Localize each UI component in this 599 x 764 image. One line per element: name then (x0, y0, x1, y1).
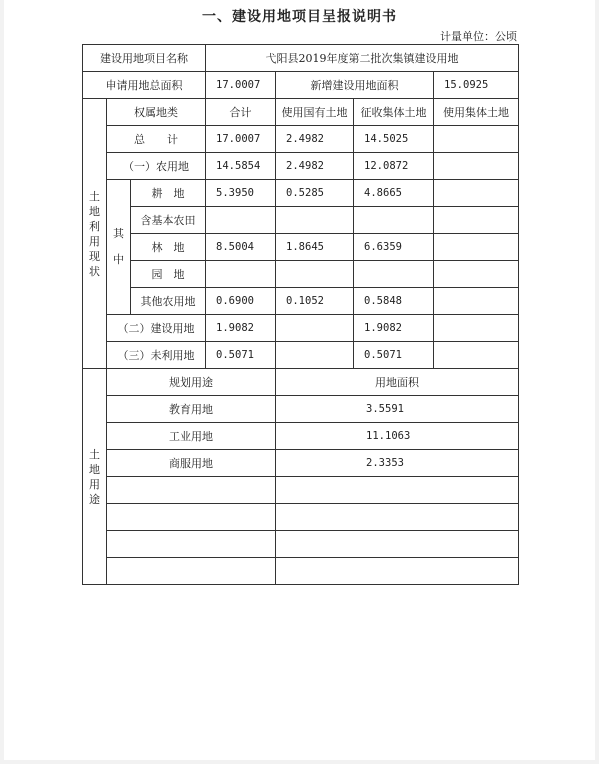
row-label: 含基本农田 (131, 207, 206, 234)
row-label: （一）农用地 (107, 153, 206, 180)
qizhong-label: 其中 (107, 180, 131, 315)
table-row (83, 531, 519, 558)
table-row (83, 423, 519, 450)
row-acquire: 14.5025 (354, 126, 434, 153)
table-row (83, 180, 519, 207)
row-collective (434, 261, 519, 288)
row-acquire: 6.6359 (354, 234, 434, 261)
row-acquire: 1.9082 (354, 315, 434, 342)
usage-area: 2.3353 (276, 450, 519, 477)
project-name-label: 建设用地项目名称 (83, 45, 206, 72)
row-collective (434, 315, 519, 342)
table-row (83, 477, 519, 504)
row-state: 2.4982 (276, 126, 354, 153)
current-header-row (83, 99, 519, 126)
new-area-label: 新增建设用地面积 (276, 72, 434, 99)
usage-area (276, 477, 519, 504)
row-acquire (354, 207, 434, 234)
row-total: 8.5004 (206, 234, 276, 261)
row-state: 0.1052 (276, 288, 354, 315)
row-label: 总 计 (107, 126, 206, 153)
usage-name: 工业用地 (107, 423, 276, 450)
row-acquire: 0.5848 (354, 288, 434, 315)
header-state: 使用国有土地 (276, 99, 354, 126)
measurement-unit: 计量单位：公顷 (440, 30, 517, 43)
header-use-area: 用地面积 (276, 369, 519, 396)
usage-name (107, 558, 276, 585)
row-collective (434, 288, 519, 315)
row-collective (434, 180, 519, 207)
usage-area: 11.1063 (276, 423, 519, 450)
row-collective (434, 342, 519, 369)
row-total: 1.9082 (206, 315, 276, 342)
usage-name: 商服用地 (107, 450, 276, 477)
project-area-row (83, 72, 519, 99)
table-row (83, 396, 519, 423)
usage-area: 3.5591 (276, 396, 519, 423)
header-category: 权属地类 (107, 99, 206, 126)
row-total: 0.6900 (206, 288, 276, 315)
header-acquire: 征收集体土地 (354, 99, 434, 126)
row-collective (434, 126, 519, 153)
row-label: 园 地 (131, 261, 206, 288)
project-name-row (83, 45, 519, 72)
usage-area (276, 531, 519, 558)
current-side-label: 土地利用现状 (83, 99, 107, 369)
row-total: 5.3950 (206, 180, 276, 207)
row-collective (434, 153, 519, 180)
row-total: 14.5854 (206, 153, 276, 180)
row-acquire (354, 261, 434, 288)
header-total: 合计 (206, 99, 276, 126)
header-planned-use: 规划用途 (107, 369, 276, 396)
row-collective (434, 207, 519, 234)
usage-name (107, 477, 276, 504)
new-area-value: 15.0925 (434, 72, 519, 99)
row-state: 1.8645 (276, 234, 354, 261)
total-area-label: 申请用地总面积 (83, 72, 206, 99)
table-row (83, 234, 519, 261)
usage-header-row (83, 369, 519, 396)
row-total (206, 261, 276, 288)
usage-side-label: 土地用途 (83, 369, 107, 585)
row-collective (434, 234, 519, 261)
usage-name (107, 504, 276, 531)
row-label: （三）未利用地 (107, 342, 206, 369)
table-row (83, 558, 519, 585)
table-row (83, 450, 519, 477)
row-total (206, 207, 276, 234)
document-title: 一、建设用地项目呈报说明书 (202, 9, 397, 25)
row-acquire: 12.0872 (354, 153, 434, 180)
row-state: 2.4982 (276, 153, 354, 180)
row-total: 17.0007 (206, 126, 276, 153)
table-row (83, 288, 519, 315)
table-row (83, 261, 519, 288)
usage-name (107, 531, 276, 558)
row-state (276, 315, 354, 342)
usage-area (276, 504, 519, 531)
row-acquire: 4.8665 (354, 180, 434, 207)
row-label: 林 地 (131, 234, 206, 261)
row-acquire: 0.5071 (354, 342, 434, 369)
row-label: 耕 地 (131, 180, 206, 207)
project-name-value: 弋阳县2019年度第二批次集镇建设用地 (206, 45, 519, 72)
table-row (83, 126, 519, 153)
table-row (83, 504, 519, 531)
table-row (83, 342, 519, 369)
header-collective: 使用集体土地 (434, 99, 519, 126)
land-use-table (82, 44, 519, 585)
usage-name: 教育用地 (107, 396, 276, 423)
row-state (276, 207, 354, 234)
row-total: 0.5071 (206, 342, 276, 369)
table-row (83, 315, 519, 342)
row-label: （二）建设用地 (107, 315, 206, 342)
row-state: 0.5285 (276, 180, 354, 207)
row-label: 其他农用地 (131, 288, 206, 315)
row-state (276, 342, 354, 369)
usage-area (276, 558, 519, 585)
total-area-value: 17.0007 (206, 72, 276, 99)
row-state (276, 261, 354, 288)
table-row (83, 207, 519, 234)
table-row (83, 153, 519, 180)
